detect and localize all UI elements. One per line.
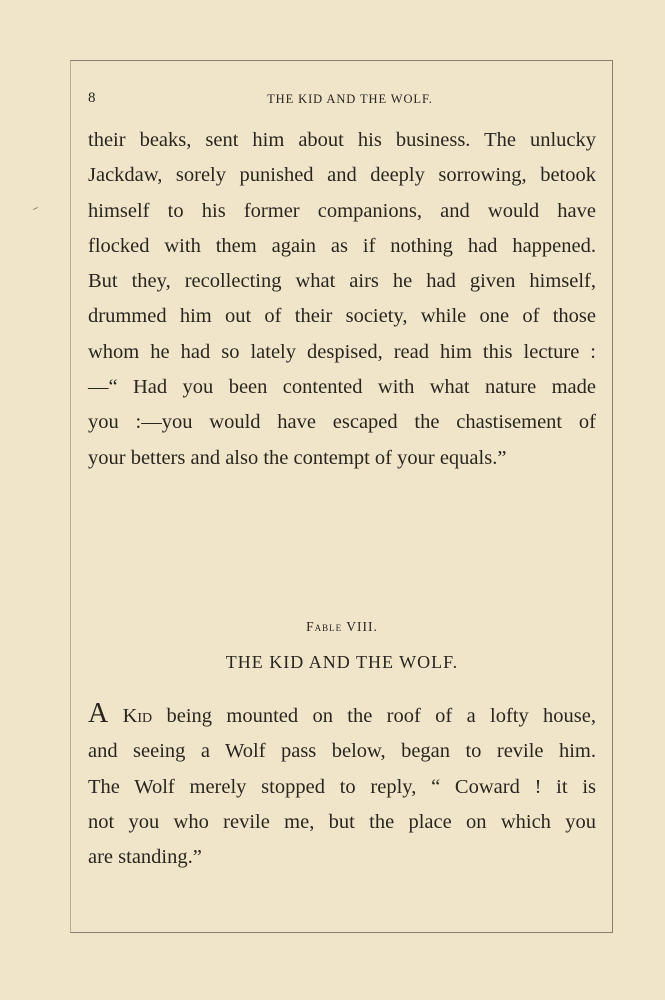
text-line [88, 696, 596, 734]
text-line: —“ Had you been contented with what nature made [88, 376, 596, 399]
text-line: Jackdaw, sorely punished and deeply sorrowing, betook [88, 164, 596, 187]
text-line: your betters and also the contempt of your equals.” [88, 446, 507, 469]
page-number: 8 [88, 90, 96, 106]
text-line: flocked with them again as if nothing had happened. [88, 234, 596, 257]
text-line: But they, recollecting what airs he had given himself, [88, 270, 596, 293]
running-header [88, 90, 598, 112]
fable-paragraph [88, 696, 596, 875]
text-line: their beaks, sent him about his business. The unlucky [88, 129, 596, 151]
text-line: whom he had so lately despised, read him this lecture : [88, 340, 596, 363]
text-line: you :—you would have escaped the chastisement of [88, 411, 596, 434]
fable-number: Fable VIII. [306, 619, 378, 634]
first-line-rest: being mounted on the roof of a lofty house, [152, 705, 597, 727]
fable-text [88, 696, 596, 875]
previous-fable-text [88, 123, 596, 476]
previous-fable-paragraph [88, 123, 596, 476]
text-line: himself to his former companions, and would have [88, 199, 596, 222]
first-word: Kid [122, 705, 153, 727]
text-line: not you who revile me, but the place on which you [88, 810, 596, 833]
running-title: THE KID AND THE WOLF. [267, 92, 433, 106]
text-line: drummed him out of their society, while one of those [88, 305, 596, 328]
margin-mark [33, 207, 38, 210]
text-line: and seeing a Wolf pass below, began to revile him. [88, 740, 596, 763]
drop-initial: A [88, 698, 109, 729]
text-line: are standing.” [88, 846, 202, 869]
fable-title: THE KID AND THE WOLF. [225, 652, 459, 672]
text-line: The Wolf merely stopped to reply, “ Coward ! it is [88, 775, 596, 798]
